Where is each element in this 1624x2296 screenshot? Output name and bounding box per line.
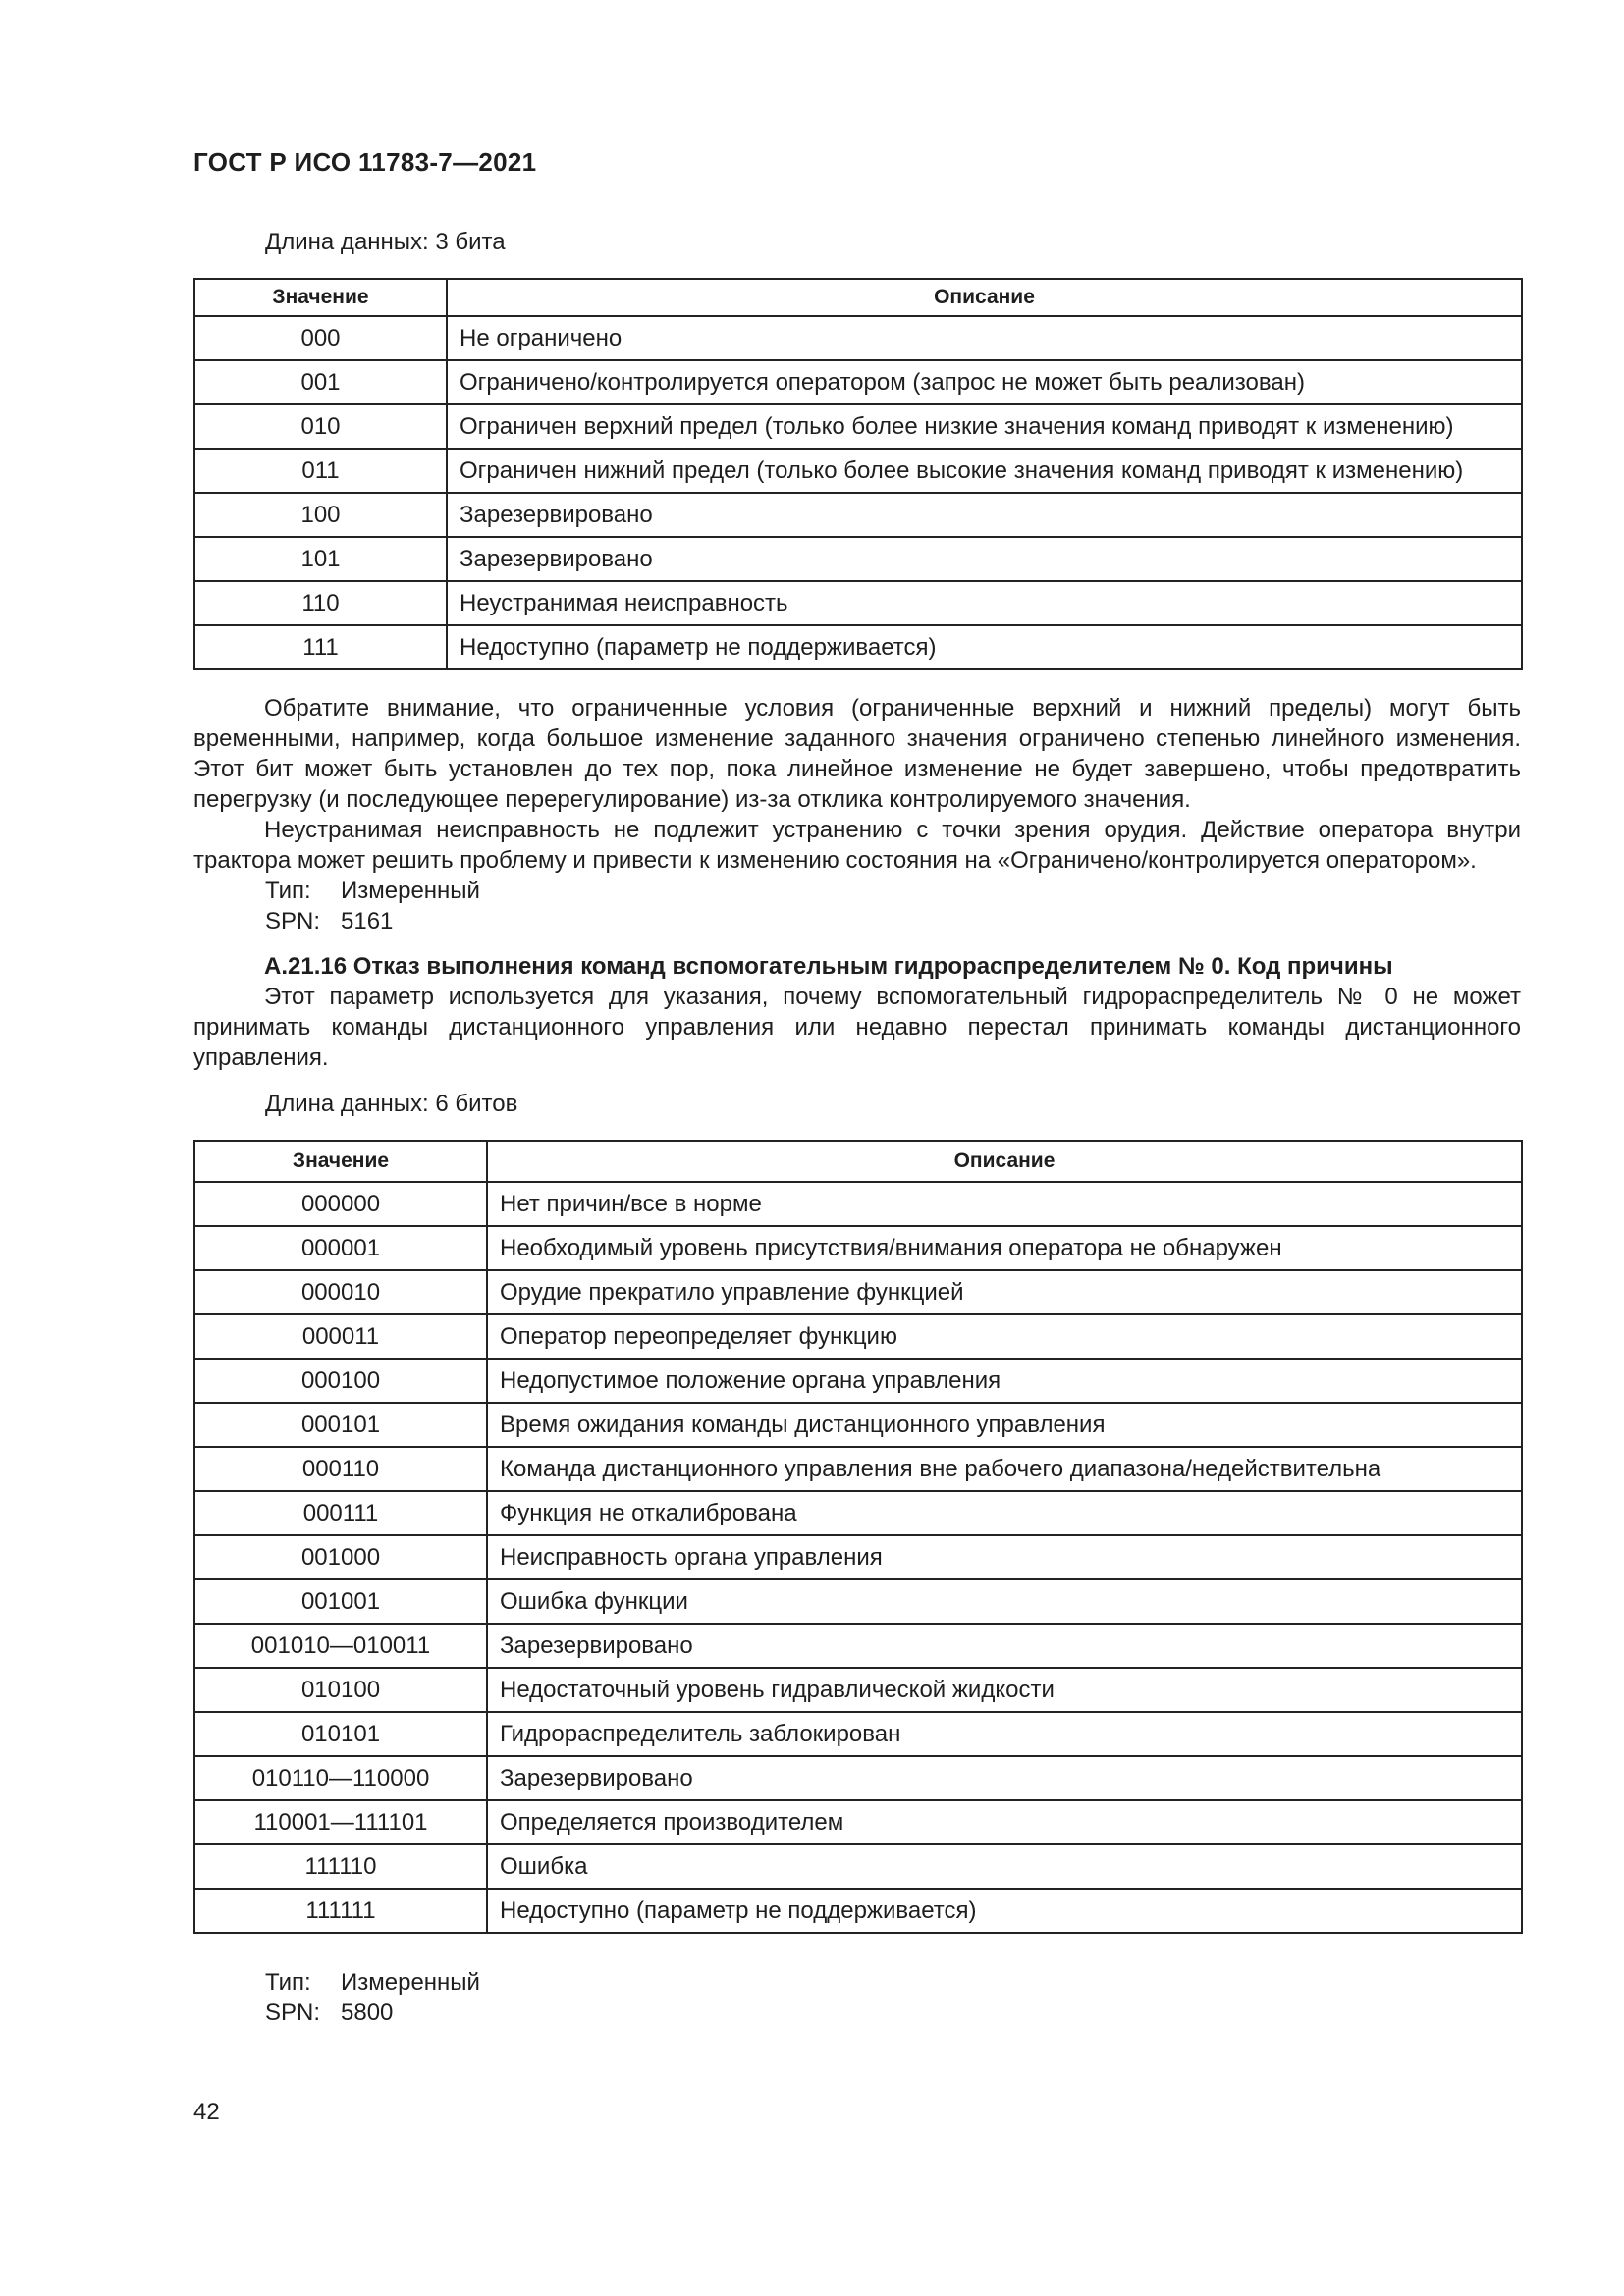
- cell-value: 001: [194, 360, 447, 404]
- table-row: [194, 1403, 1522, 1447]
- cell-description: Неустранимая неисправность: [447, 581, 1522, 625]
- type-field: [265, 876, 480, 906]
- cell-value: 101: [194, 537, 447, 581]
- cell-description: Определяется производителем: [487, 1800, 1522, 1844]
- table-row: [194, 1359, 1522, 1403]
- values-table-6bit: [193, 1140, 1523, 1934]
- cell-description: Недоступно (параметр не поддерживается): [487, 1889, 1522, 1933]
- table-row: [194, 360, 1522, 404]
- table-row: [194, 449, 1522, 493]
- table-row: [194, 1314, 1522, 1359]
- column-header-value: Значение: [194, 1141, 487, 1182]
- type-value: Измеренный: [341, 878, 480, 904]
- cell-description: Необходимый уровень присутствия/внимания оператора не обнаружен: [487, 1226, 1522, 1270]
- cell-description: Гидрораспределитель заблокирован: [487, 1712, 1522, 1756]
- cell-value: 000001: [194, 1226, 487, 1270]
- note-paragraph: Обратите внимание, что ограниченные условия (ограниченные верхний и нижний пределы) могут быть временными, например, когда большое изменение заданного значения ограничено степенью линейного изменения. Этот бит может быть установлен до тех пор, пока линейное изменение не будет завершено, чтобы предотвратить перегрузку (и последующее перерегулирование) из-за отклика контролируемого значения.: [193, 695, 1521, 813]
- table-row: [194, 1491, 1522, 1535]
- data-length-label: Длина данных: 3 бита: [265, 229, 506, 255]
- cell-value: 000: [194, 316, 447, 360]
- table-row: [194, 1668, 1522, 1712]
- column-header-description: Описание: [487, 1141, 1522, 1182]
- cell-value: 110: [194, 581, 447, 625]
- cell-description: Ошибка функции: [487, 1579, 1522, 1624]
- section-heading: А.21.16 Отказ выполнения команд вспомогательным гидрораспределителем № 0. Код причины: [264, 953, 1393, 980]
- cell-value: 111111: [194, 1889, 487, 1933]
- cell-value: 000110: [194, 1447, 487, 1491]
- cell-description: Не ограничено: [447, 316, 1522, 360]
- cell-description: Ограничен нижний предел (только более высокие значения команд приводят к изменению): [447, 449, 1522, 493]
- note-paragraph: Неустранимая неисправность не подлежит устранению с точки зрения орудия. Действие оператора внутри трактора может решить проблему и привести к изменению состояния на «Ограничено/контролируется оператором».: [193, 817, 1521, 874]
- cell-value: 010101: [194, 1712, 487, 1756]
- cell-description: Функция не откалибрована: [487, 1491, 1522, 1535]
- cell-value: 001000: [194, 1535, 487, 1579]
- cell-value: 011: [194, 449, 447, 493]
- table-row: [194, 581, 1522, 625]
- cell-value: 010100: [194, 1668, 487, 1712]
- table-row: [194, 537, 1522, 581]
- cell-description: Ограничено/контролируется оператором (запрос не может быть реализован): [447, 360, 1522, 404]
- cell-description: Ошибка: [487, 1844, 1522, 1889]
- table-row: [194, 1579, 1522, 1624]
- type-label: Тип:: [265, 878, 311, 904]
- cell-description: Неисправность органа управления: [487, 1535, 1522, 1579]
- cell-value: 000111: [194, 1491, 487, 1535]
- spn-label: SPN:: [265, 908, 321, 934]
- table-row: [194, 493, 1522, 537]
- cell-value: 001010—010011: [194, 1624, 487, 1668]
- cell-description: Орудие прекратило управление функцией: [487, 1270, 1522, 1314]
- table-row: [194, 1270, 1522, 1314]
- cell-description: Зарезервировано: [487, 1756, 1522, 1800]
- document-code: ГОСТ Р ИСО 11783-7—2021: [193, 147, 537, 177]
- cell-description: Зарезервировано: [487, 1624, 1522, 1668]
- cell-value: 010: [194, 404, 447, 449]
- cell-value: 000101: [194, 1403, 487, 1447]
- table-row: [194, 1844, 1522, 1889]
- table-row: [194, 1535, 1522, 1579]
- cell-description: Время ожидания команды дистанционного управления: [487, 1403, 1522, 1447]
- table-row: [194, 625, 1522, 669]
- spn-field: [265, 1998, 393, 2028]
- table-row: [194, 404, 1522, 449]
- table-row: [194, 1889, 1522, 1933]
- spn-field: [265, 906, 393, 936]
- table-row: [194, 1226, 1522, 1270]
- cell-description: Недопустимое положение органа управления: [487, 1359, 1522, 1403]
- cell-value: 000010: [194, 1270, 487, 1314]
- intro-paragraph: Этот параметр используется для указания, почему вспомогательный гидрораспределитель № 0 не может принимать команды дистанционного управления или недавно перестал принимать команды дистанционного управления.: [193, 984, 1521, 1071]
- table-row: [194, 316, 1522, 360]
- spn-label: SPN:: [265, 2000, 321, 2026]
- cell-value: 001001: [194, 1579, 487, 1624]
- cell-value: 000100: [194, 1359, 487, 1403]
- cell-description: Оператор переопределяет функцию: [487, 1314, 1522, 1359]
- spn-value: 5800: [341, 2000, 394, 2026]
- table-row: [194, 1447, 1522, 1491]
- table-row: [194, 1756, 1522, 1800]
- table-row: [194, 1712, 1522, 1756]
- cell-value: 111: [194, 625, 447, 669]
- cell-description: Зарезервировано: [447, 537, 1522, 581]
- cell-description: Нет причин/все в норме: [487, 1182, 1522, 1226]
- table-row: [194, 1624, 1522, 1668]
- cell-value: 110001—111101: [194, 1800, 487, 1844]
- cell-description: Команда дистанционного управления вне рабочего диапазона/недействительна: [487, 1447, 1522, 1491]
- data-length-label: Длина данных: 6 битов: [265, 1091, 518, 1117]
- cell-value: 010110—110000: [194, 1756, 487, 1800]
- cell-description: Зарезервировано: [447, 493, 1522, 537]
- page-number: 42: [193, 2099, 220, 2125]
- type-value: Измеренный: [341, 1969, 480, 1996]
- type-field: [265, 1967, 480, 1998]
- column-header-value: Значение: [194, 279, 447, 316]
- cell-value: 000011: [194, 1314, 487, 1359]
- values-table-3bit: [193, 278, 1523, 670]
- cell-description: Ограничен верхний предел (только более низкие значения команд приводят к изменению): [447, 404, 1522, 449]
- cell-value: 111110: [194, 1844, 487, 1889]
- cell-value: 100: [194, 493, 447, 537]
- table-row: [194, 1182, 1522, 1226]
- cell-description: Недоступно (параметр не поддерживается): [447, 625, 1522, 669]
- type-label: Тип:: [265, 1969, 311, 1996]
- cell-description: Недостаточный уровень гидравлической жидкости: [487, 1668, 1522, 1712]
- table-row: [194, 1800, 1522, 1844]
- column-header-description: Описание: [447, 279, 1522, 316]
- cell-value: 000000: [194, 1182, 487, 1226]
- spn-value: 5161: [341, 908, 394, 934]
